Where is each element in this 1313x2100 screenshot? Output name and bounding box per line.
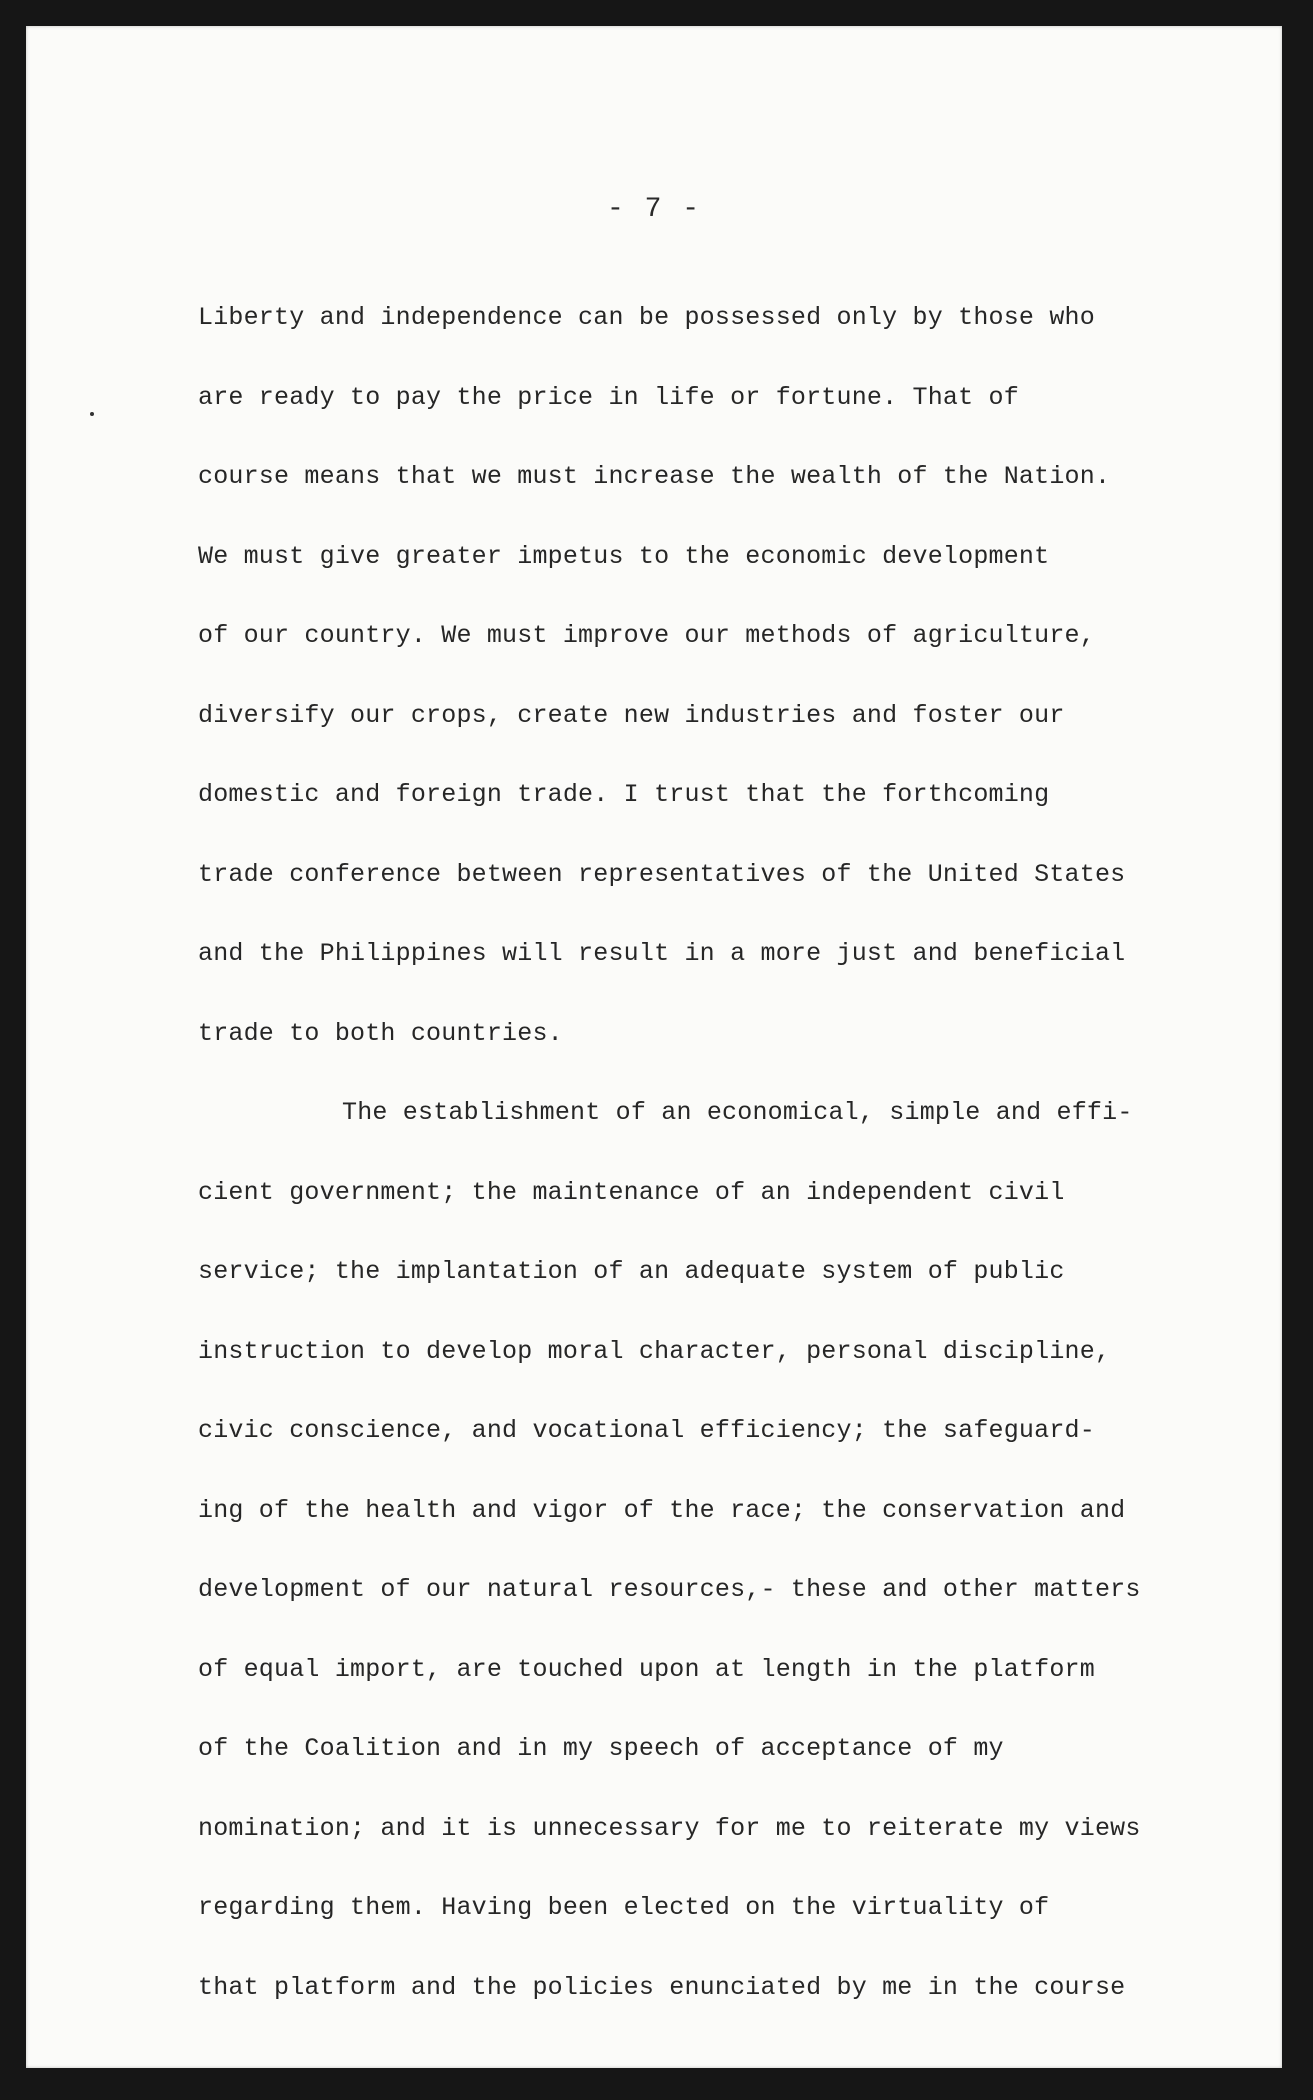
margin-speck	[90, 412, 94, 416]
text-line: service; the implantation of an adequate system of public	[198, 1257, 1065, 1286]
text-line: cient government; the maintenance of an independent civil	[198, 1177, 1065, 1207]
text-line: trade to both countries.	[198, 1018, 563, 1048]
document-page	[26, 26, 1282, 2068]
text-line: of our country. We must improve our methods of agriculture,	[198, 621, 1095, 650]
paragraph-first-line: The establishment of an economical, simple and effi-	[342, 1098, 1133, 1127]
text-line: Liberty and independence can be possessed only by those who	[198, 303, 1095, 332]
text-line: of the Coalition and in my speech of acceptance of my	[198, 1734, 1004, 1763]
text-line: and the Philippines will result in a more just and beneficial	[198, 939, 1126, 968]
text-line: course means that we must increase the wealth of the Nation.	[198, 462, 1111, 491]
text-line: regarding them. Having been elected on the virtuality of	[198, 1893, 1050, 1922]
text-line: instruction to develop moral character, personal discipline,	[198, 1336, 1111, 1366]
text-line: ing of the health and vigor of the race; the conservation and	[198, 1495, 1126, 1525]
text-line: development of our natural resources,- these and other matters	[198, 1575, 1141, 1604]
text-line: We must give greater impetus to the economic development	[198, 541, 1050, 571]
text-line: civic conscience, and vocational efficiency; the safeguard-	[198, 1416, 1095, 1445]
text-line: nomination; and it is unnecessary for me to reiterate my views	[198, 1813, 1141, 1843]
text-line: that platform and the policies enunciated by me in the course	[198, 1972, 1126, 2002]
page-number: - 7 -	[606, 194, 701, 225]
body-text	[198, 278, 1208, 2027]
text-line: domestic and foreign trade. I trust that the forthcoming	[198, 780, 1050, 809]
text-line: diversify our crops, create new industries and foster our	[198, 700, 1065, 730]
text-line: of equal import, are touched upon at length in the platform	[198, 1654, 1095, 1684]
text-line: are ready to pay the price in life or fortune. That of	[198, 382, 1019, 412]
text-line: trade conference between representatives of the United States	[198, 859, 1126, 889]
